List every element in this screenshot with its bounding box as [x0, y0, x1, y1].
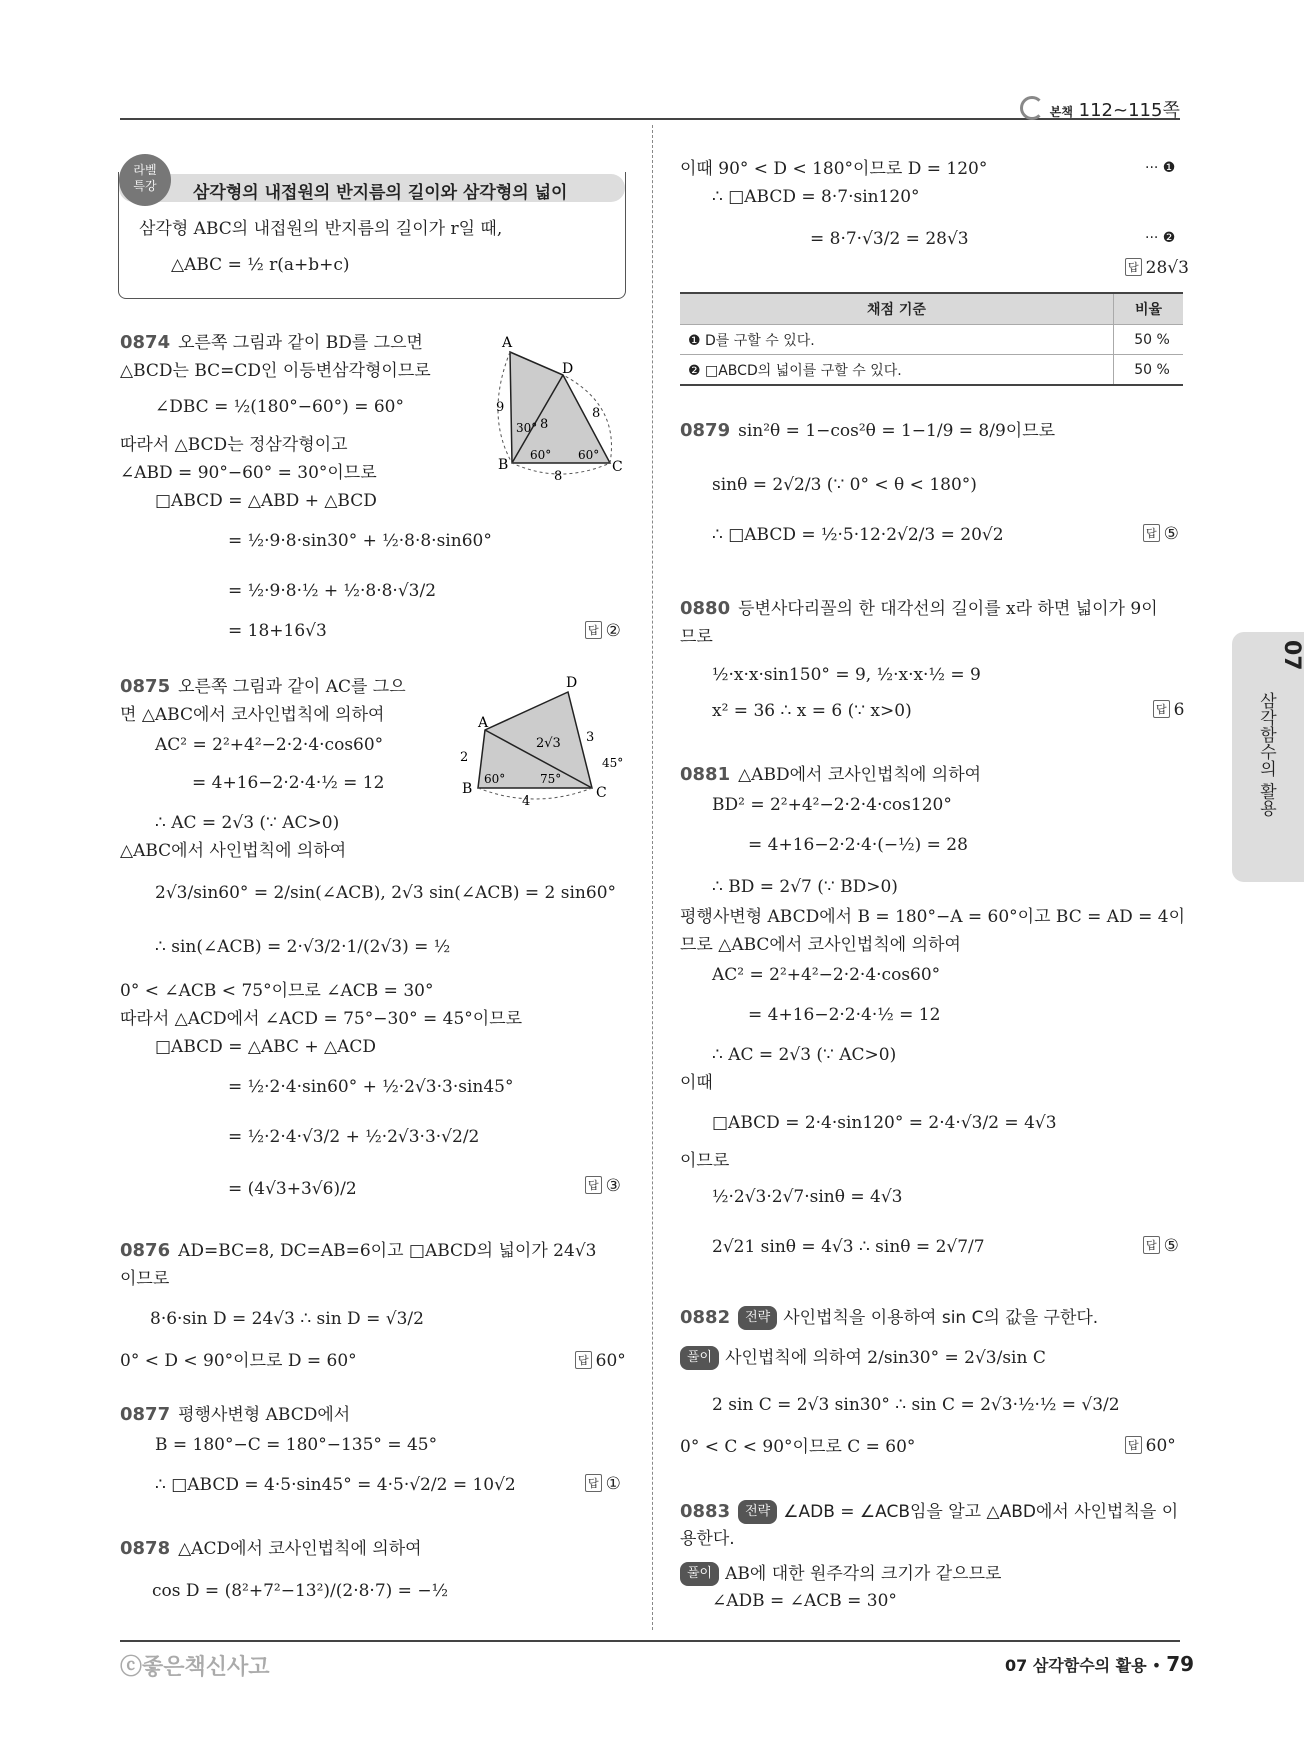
line: 따라서 △ACD에서 ∠ACD = 75°−30° = 45°이므로 [120, 1009, 523, 1029]
side-9: 9 [496, 400, 505, 415]
lecture-box [118, 163, 626, 299]
label-a: A [502, 335, 513, 351]
angle-30: 30° [516, 421, 538, 435]
lecture-line1: 삼각형 ABC의 내접원의 반지름의 길이가 r일 때, [139, 219, 503, 239]
answer-0880: 답 6 [1153, 700, 1184, 720]
side-2root3: 2√3 [536, 736, 561, 751]
angle-60: 60° [578, 448, 600, 462]
mark-1: ··· ❶ [1145, 160, 1176, 176]
side-2: 2 [460, 750, 469, 765]
line: = 4+16−2·2·4·(−½) = 28 [748, 835, 968, 855]
line: 따라서 △BCD는 정삼각형이고 [120, 435, 348, 455]
line: = ½·9·8·sin30° + ½·8·8·sin60° [228, 531, 492, 551]
ratio-1: 50 % [1114, 325, 1184, 355]
line: 0° < D < 90°이므로 D = 60° [120, 1351, 357, 1371]
line: ∴ □ABCD = 8·7·sin120° [712, 187, 920, 207]
line: □ABCD = △ABD + △BCD [155, 491, 377, 511]
line: 0° < ∠ACB < 75°이므로 ∠ACB = 30° [120, 981, 434, 1001]
lecture-line2: △ABC = ½ r(a+b+c) [171, 255, 350, 275]
line: 용한다. [680, 1529, 735, 1549]
answer-0881: 답 ⑤ [1143, 1236, 1179, 1256]
figure-0874 [490, 335, 630, 480]
problem-0879: 0879 sin²θ = 1−cos²θ = 1−1/9 = 8/9이므로 [680, 420, 1056, 441]
lecture-badge: 라벨 특강 [119, 154, 171, 206]
grading-table [680, 292, 1183, 386]
footer-page: 07 삼각함수의 활용 • 79 [1005, 1652, 1195, 1676]
line: = ½·2·4·sin60° + ½·2√3·3·sin45° [228, 1077, 514, 1097]
line: = 8·7·√3/2 = 28√3 [810, 229, 969, 249]
line: 8·6·sin D = 24√3 ∴ sin D = √3/2 [150, 1309, 424, 1329]
line: △ABC에서 사인법칙에 의하여 [120, 841, 347, 861]
lecture-title: 삼각형의 내접원의 반지름의 길이와 삼각형의 넓이 [193, 183, 568, 203]
mark-2: ··· ❷ [1145, 230, 1176, 246]
problem-0880: 0880 등변사다리꼴의 한 대각선의 길이를 x라 하면 넓이가 9이 [680, 598, 1158, 619]
line: 이므로 [680, 1151, 730, 1171]
line: ∴ AC = 2√3 (∵ AC>0) [155, 813, 340, 833]
line: □ABCD = △ABC + △ACD [155, 1037, 377, 1057]
line: ∠DBC = ½(180°−60°) = 60° [155, 397, 404, 417]
problem-0882: 0882 전략 사인법칙을 이용하여 sin C의 값을 구한다. [680, 1307, 1099, 1328]
problem-0874: 0874 오른쪽 그림과 같이 BD를 그으면 [120, 332, 423, 353]
line: 2 sin C = 2√3 sin30° ∴ sin C = 2√3·½·½ = √3/2 [712, 1395, 1120, 1415]
line: AC² = 2²+4²−2·2·4·cos60° [155, 735, 384, 755]
answer-0876: 답 60° [575, 1351, 626, 1371]
line: ∠ABD = 90°−60° = 30°이므로 [120, 463, 377, 483]
line: 0° < C < 90°이므로 C = 60° [680, 1437, 916, 1457]
label-b: B [498, 457, 509, 473]
problem-0878: 0878 △ACD에서 코사인법칙에 의하여 [120, 1538, 422, 1559]
line: □ABCD = 2·4·sin120° = 2·4·√3/2 = 4√3 [712, 1113, 1057, 1133]
line: ∠ADB = ∠ACB = 30° [712, 1591, 897, 1611]
side-tab [1232, 632, 1304, 882]
solution-0882: 풀이 사인법칙에 의하여 2/sin30° = 2√3/sin C [680, 1346, 1046, 1370]
label-d: D [566, 675, 578, 691]
solution-0883: 풀이 AB에 대한 원주각의 크기가 같으므로 [680, 1562, 1001, 1586]
arc [478, 788, 592, 799]
line: = 4+16−2·2·4·½ = 12 [192, 773, 385, 793]
refresh-icon [1020, 96, 1044, 120]
angle-60: 60° [484, 772, 506, 786]
angle-75: 75° [540, 772, 562, 786]
line: 이므로 [120, 1269, 170, 1289]
line: ∴ □ABCD = 4·5·sin45° = 4·5·√2/2 = 10√2 [155, 1475, 516, 1495]
line: ½·x·x·sin150° = 9, ½·x·x·½ = 9 [712, 665, 981, 685]
line: = 4+16−2·2·4·½ = 12 [748, 1005, 941, 1025]
figure-0875 [440, 675, 635, 810]
line: ∴ AC = 2√3 (∵ AC>0) [712, 1045, 897, 1065]
problem-0883: 0883 전략 ∠ADB = ∠ACB임을 알고 △ABD에서 사인법칙을 이 [680, 1501, 1179, 1522]
line: ∴ □ABCD = ½·5·12·2√2/3 = 20√2 [712, 525, 1004, 545]
line: 이때 [680, 1073, 713, 1093]
problem-0877: 0877 평행사변형 ABCD에서 [120, 1404, 351, 1425]
side-tab-title: 삼각함수의 활용 [1256, 692, 1276, 817]
line: AC² = 2²+4²−2·2·4·cos60° [712, 965, 941, 985]
ratio-2: 50 % [1114, 355, 1184, 386]
column-divider [652, 125, 653, 1630]
label-a: A [478, 715, 489, 731]
header-ratio: 비율 [1114, 293, 1184, 325]
angle-60: 60° [530, 448, 552, 462]
side-8: 8 [554, 469, 563, 480]
problem-0876: 0876 AD=BC=8, DC=AB=6이고 □ABCD의 넓이가 24√3 [120, 1240, 597, 1261]
problem-0875: 0875 오른쪽 그림과 같이 AC를 그으 [120, 676, 406, 697]
label-c: C [596, 785, 607, 801]
side-8: 8 [540, 417, 549, 432]
problem-0881: 0881 △ABD에서 코사인법칙에 의하여 [680, 764, 982, 785]
line: 2√3/sin60° = 2/sin(∠ACB), 2√3 sin(∠ACB) = 2 sin60° [155, 883, 617, 903]
header-criteria: 채점 기준 [680, 293, 1114, 325]
line: B = 180°−C = 180°−135° = 45° [155, 1435, 438, 1455]
criteria-2: ❷ □ABCD의 넓이를 구할 수 있다. [680, 355, 1114, 386]
publisher-logo: ⓒ좋은책신사고 [120, 1655, 270, 1680]
angle-45: 45° [602, 756, 624, 770]
answer-0882: 답 60° [1125, 1436, 1176, 1456]
line: ½·2√3·2√7·sinθ = 4√3 [712, 1187, 903, 1207]
answer-0877: 답 ① [585, 1474, 621, 1494]
header-page-ref: 본책 112~115쪽 [1020, 96, 1180, 122]
line: 이때 90° < D < 180°이므로 D = 120° [680, 159, 988, 179]
label-b: B [462, 781, 473, 797]
line: 므로 [680, 627, 713, 647]
answer-0878: 답 28√3 [1125, 258, 1189, 278]
side-8: 8 [592, 406, 601, 421]
line: 므로 △ABC에서 코사인법칙에 의하여 [680, 935, 961, 955]
line: sinθ = 2√2/3 (∵ 0° < θ < 180°) [712, 475, 977, 495]
footer-rule [120, 1640, 1180, 1642]
line: = 18+16√3 [228, 621, 327, 641]
line: cos D = (8²+7²−13²)/(2·8·7) = −½ [152, 1581, 449, 1601]
line: = ½·9·8·½ + ½·8·8·√3/2 [228, 581, 437, 601]
line: = ½·2·4·√3/2 + ½·2√3·3·√2/2 [228, 1127, 480, 1147]
line: ∴ sin(∠ACB) = 2·√3/2·1/(2√3) = ½ [155, 937, 451, 957]
line: x² = 36 ∴ x = 6 (∵ x>0) [712, 701, 912, 721]
side-tab-num: 07 [1279, 640, 1304, 671]
line: = (4√3+3√6)/2 [228, 1179, 357, 1199]
line: △BCD는 BC=CD인 이등변삼각형이므로 [120, 361, 431, 381]
label-d: D [562, 361, 574, 377]
line: 평행사변형 ABCD에서 B = 180°−A = 60°이고 BC = AD = 4이 [680, 907, 1185, 927]
line: 2√21 sinθ = 4√3 ∴ sinθ = 2√7/7 [712, 1237, 985, 1257]
line: BD² = 2²+4²−2·2·4·cos120° [712, 795, 952, 815]
side-4: 4 [522, 794, 531, 809]
line: ∴ BD = 2√7 (∵ BD>0) [712, 877, 898, 897]
answer-0879: 답 ⑤ [1143, 524, 1179, 544]
line: 면 △ABC에서 코사인법칙에 의하여 [120, 705, 385, 725]
side-3: 3 [586, 730, 595, 745]
answer-0874: 답 ② [585, 621, 621, 641]
criteria-1: ❶ D를 구할 수 있다. [680, 325, 1114, 355]
label-c: C [612, 459, 623, 475]
answer-0875: 답 ③ [585, 1176, 621, 1196]
